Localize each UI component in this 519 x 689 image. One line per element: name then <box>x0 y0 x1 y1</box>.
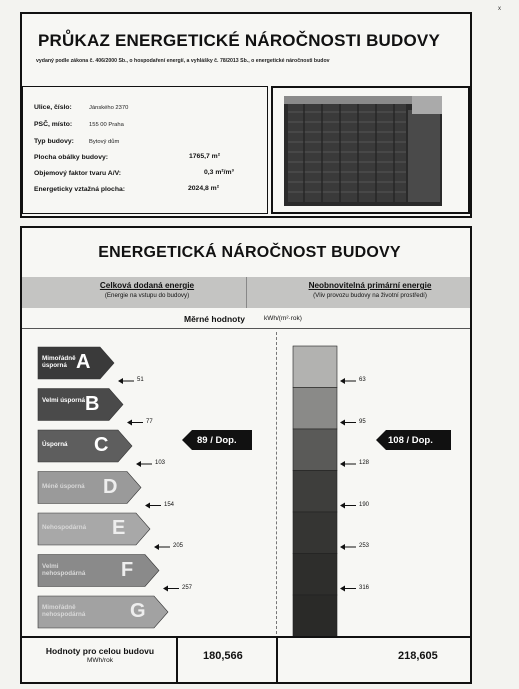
corner-mark: x <box>498 6 501 12</box>
limit-arrow-left-d <box>145 503 150 509</box>
specific-values-unit: kWh/(m²·rok) <box>264 315 302 322</box>
primary-energy-rating: 108 / Dop. <box>388 435 433 446</box>
class-label-d: Méně úsporná <box>42 482 85 490</box>
class-letter-e: E <box>112 517 126 539</box>
envelope-value: 1765,7 m² <box>189 153 220 160</box>
limit-arrow-right-b <box>340 420 345 426</box>
delivered-energy-subheader: (Energie na vstupu do budovy) <box>104 292 190 299</box>
total-delivered-energy: 180,566 <box>203 650 243 662</box>
class-letter-g: G <box>130 600 146 622</box>
specific-values-label: Měrné hodnoty <box>184 314 245 324</box>
limit-arrow-right-a <box>340 378 345 384</box>
total-values-unit: MWh/rok <box>87 657 113 664</box>
class-label-f: Velmi nehospodárná <box>42 562 86 577</box>
reference-area-value: 2024,8 m² <box>188 185 219 192</box>
limit-value-right-a: 63 <box>359 377 366 383</box>
limit-arrow-right-d <box>340 503 345 509</box>
reference-area-label: Energeticky vztažná plocha: <box>34 186 126 193</box>
delivered-energy-rating: 89 / Dop. <box>197 435 237 446</box>
class-letter-b: B <box>85 392 100 415</box>
class-letter-a: A <box>76 351 91 373</box>
class-label-g: Mimořádně nehospodárná <box>42 604 86 618</box>
summary-divider-left <box>176 636 178 682</box>
primary-bar-segment-f <box>293 554 337 596</box>
limit-value-left-f: 257 <box>182 584 193 591</box>
primary-bar-segment-b <box>293 388 337 430</box>
primary-energy-subheader: (Vliv provozu budovy na životní prostředí) <box>313 292 427 299</box>
class-letter-d: D <box>103 475 118 498</box>
shape-factor-label: Objemový faktor tvaru A/V: <box>34 170 121 177</box>
primary-bar-segment-d <box>293 471 337 513</box>
address-value: Jánského 2370 <box>89 105 129 111</box>
limit-arrow-left-c <box>136 461 141 467</box>
limit-value-right-b: 95 <box>359 418 366 425</box>
limit-arrow-left-e <box>154 544 159 550</box>
class-letter-c: C <box>94 434 109 456</box>
summary-divider-right <box>276 636 278 682</box>
zip-value: 155 00 Praha <box>89 122 124 128</box>
limit-arrow-right-f <box>340 586 345 592</box>
limit-value-left-e: 205 <box>173 543 184 549</box>
limit-arrow-left-b <box>127 420 132 426</box>
zip-label: PSČ, místo: <box>34 121 73 128</box>
building-type-value: Bytový dům <box>89 139 120 145</box>
class-label-a: Mimořádně úsporná <box>42 355 76 369</box>
building-type-label: Typ budovy: <box>34 138 74 145</box>
envelope-label: Plocha obálky budovy: <box>34 154 109 161</box>
page-title: PRŮKAZ ENERGETICKÉ NÁROČNOSTI BUDOVY <box>38 31 441 50</box>
limit-value-right-f: 316 <box>359 584 370 591</box>
delivered-energy-header: Celková dodaná energie <box>99 281 195 290</box>
primary-energy-header: Neobnovitelná primární energie <box>308 281 432 290</box>
summary-rule <box>22 636 470 638</box>
total-primary-energy: 218,605 <box>398 650 438 662</box>
limit-arrow-right-e <box>340 544 345 550</box>
class-label-c: Úsporná <box>42 441 68 448</box>
limit-value-left-a: 51 <box>137 377 144 383</box>
section-title: ENERGETICKÁ NÁROČNOST BUDOVY <box>98 244 401 261</box>
total-values-label: Hodnoty pro celou budovu <box>45 646 155 656</box>
limit-arrow-left-a <box>118 378 123 384</box>
class-arrow-b <box>38 389 123 421</box>
primary-bar-segment-g <box>293 595 337 637</box>
class-letter-f: F <box>121 558 134 581</box>
primary-bar-segment-a <box>293 346 337 388</box>
limit-value-right-d: 190 <box>359 501 370 508</box>
limit-value-right-c: 128 <box>359 460 370 466</box>
limit-arrow-left-f <box>163 586 168 592</box>
class-label-b: Velmi úsporná <box>42 396 86 404</box>
shape-factor-value: 0,3 m²/m³ <box>204 169 234 176</box>
legal-subtitle: vydaný podle zákona č. 406/2000 Sb., o hospodaření energií, a vyhlášky č. 78/2013 Sb., o energetické náročnosti budov <box>36 58 330 64</box>
limit-value-left-b: 77 <box>146 418 153 425</box>
class-label-e: Nehospodárná <box>42 524 87 531</box>
limit-value-left-c: 103 <box>155 460 166 466</box>
primary-bar-segment-c <box>293 429 337 471</box>
limit-value-right-e: 253 <box>359 543 370 549</box>
limit-value-left-d: 154 <box>164 501 175 508</box>
limit-arrow-right-c <box>340 461 345 467</box>
address-label: Ulice, číslo: <box>34 104 72 111</box>
primary-bar-segment-e <box>293 512 337 554</box>
